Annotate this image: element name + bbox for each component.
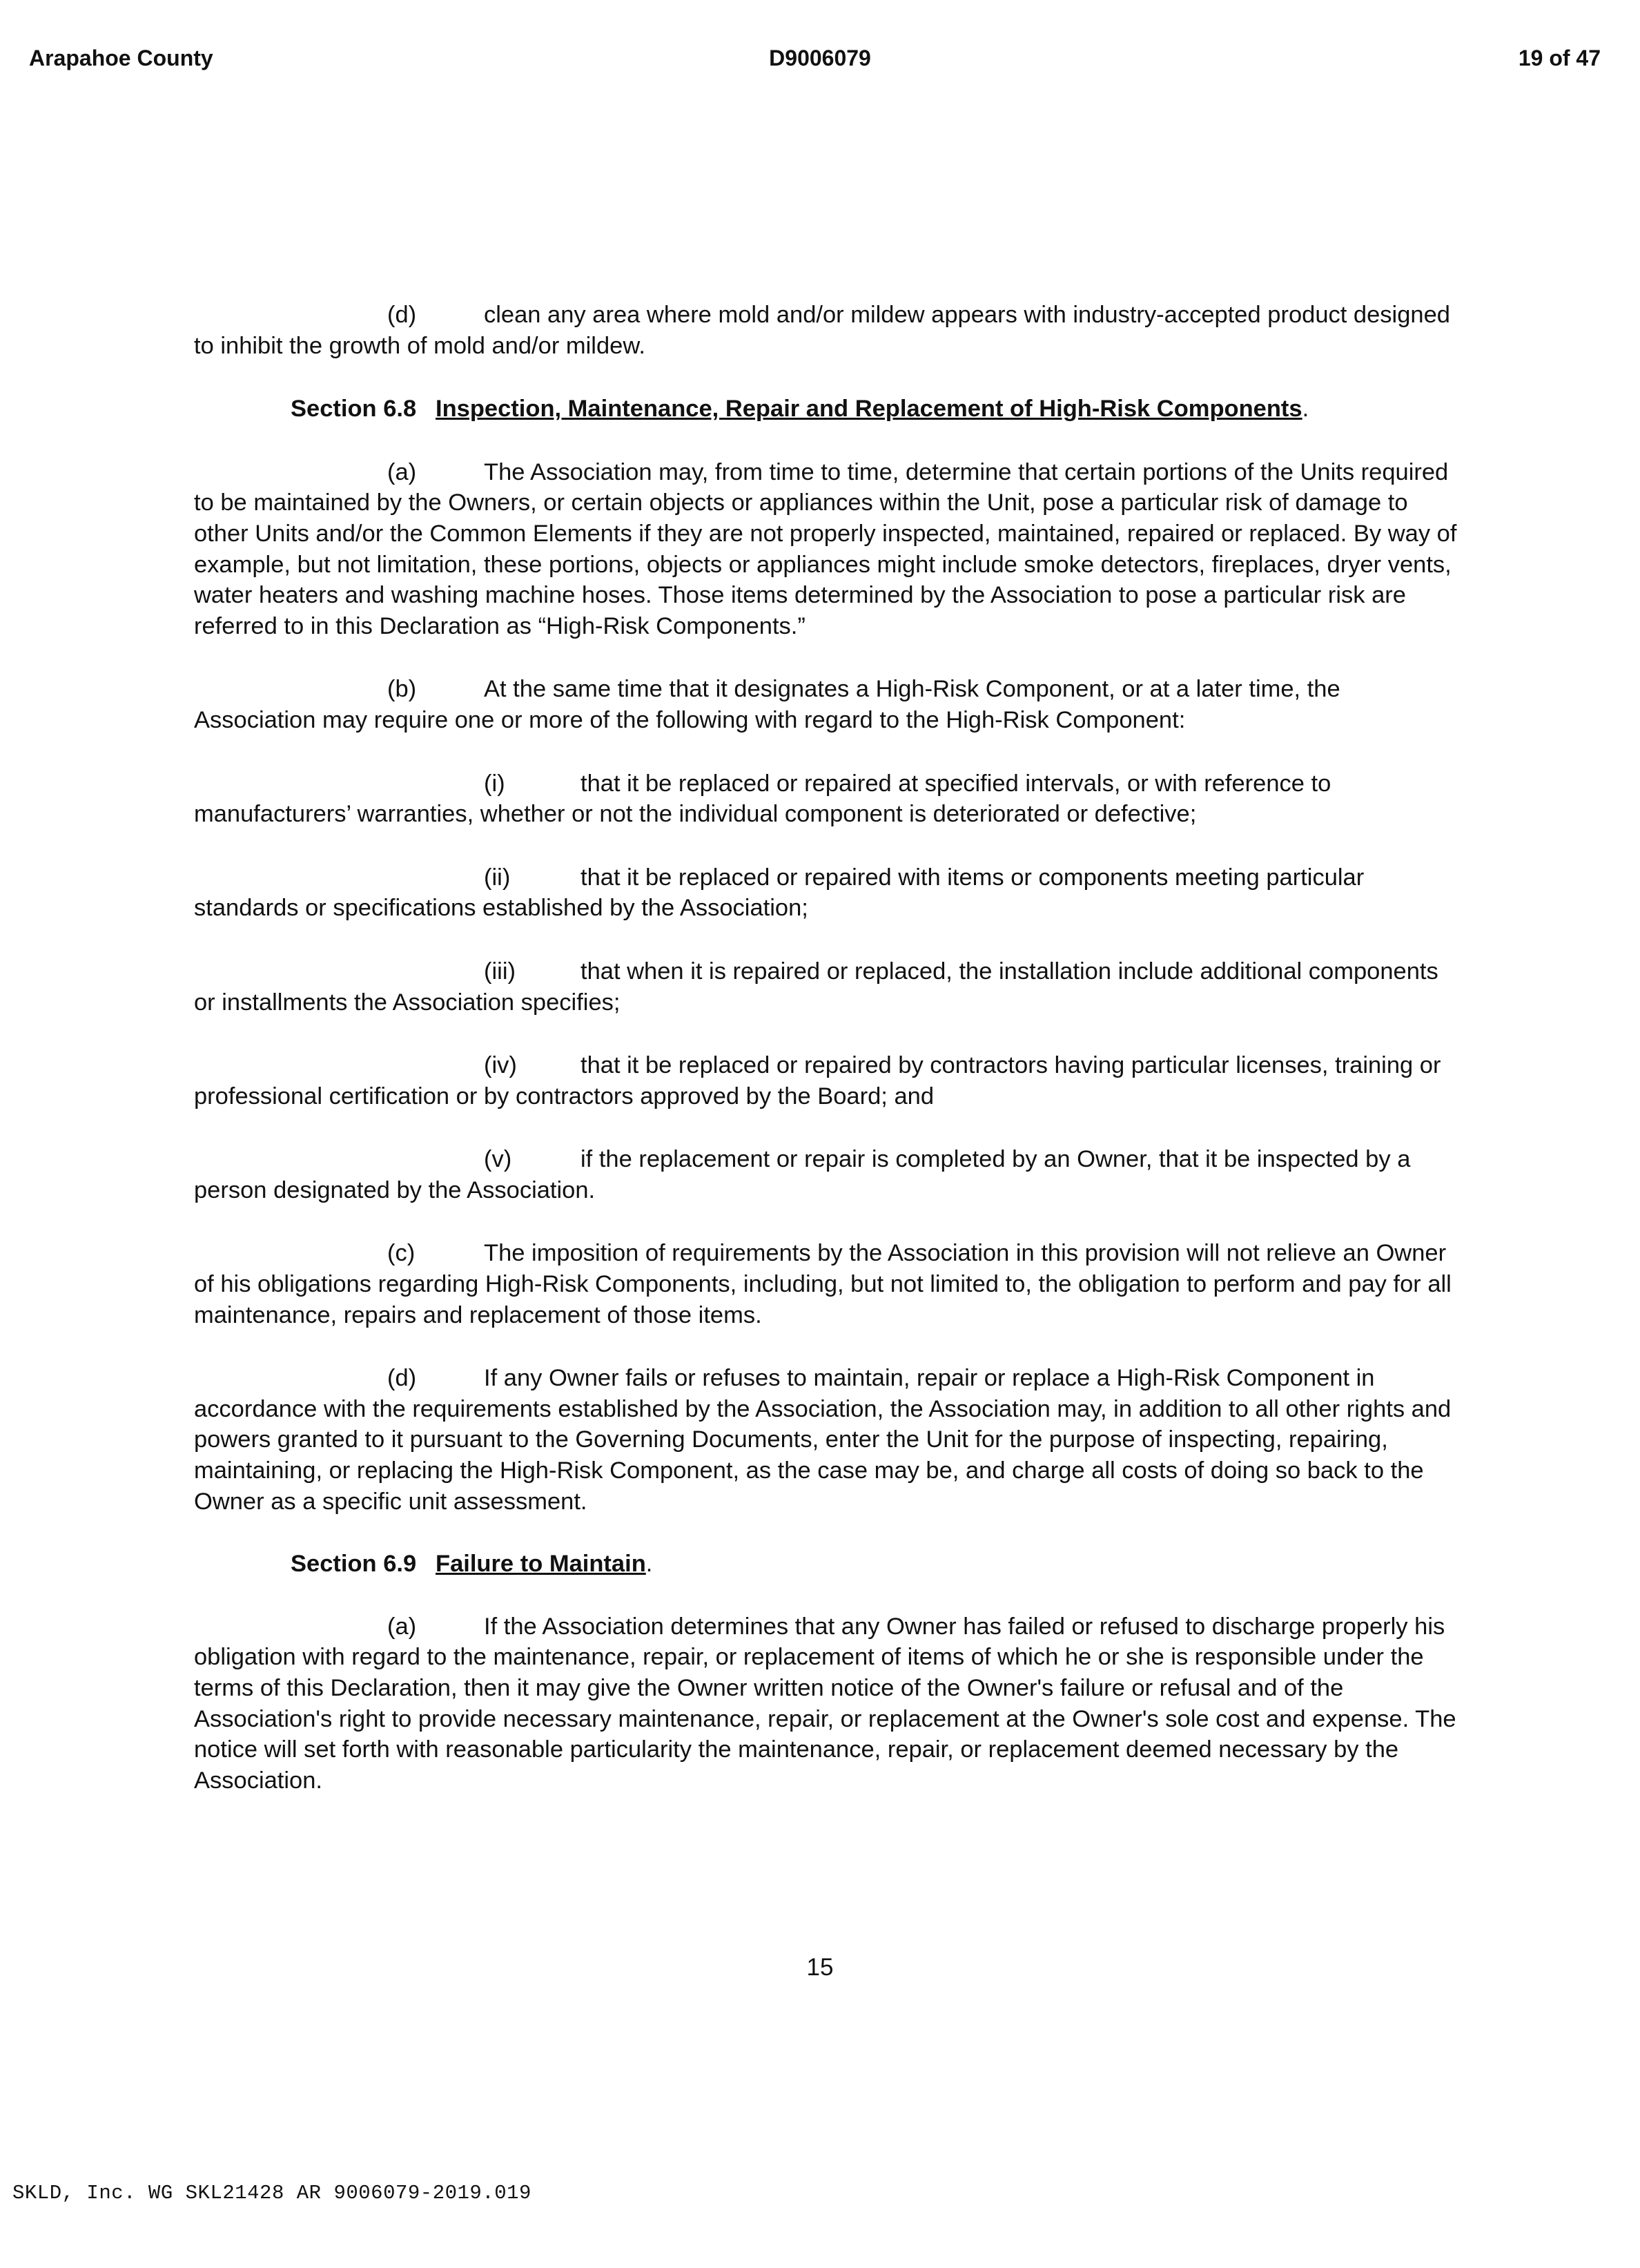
recording-footer: SKLD, Inc. WG SKL21428 AR 9006079-2019.019 (12, 2182, 531, 2204)
paragraph-6-8-c (194, 1238, 1464, 1330)
paragraph-text: The imposition of requirements by the Association in this provision will not relieve an Owner of his obligations regarding High-Risk Components, including, but not limited to, the obligation to perform and pay for all maintenance, repairs and replacement of those items. (194, 1240, 1452, 1328)
paragraph-label: (i) (484, 770, 505, 797)
paragraph-6-8-a (194, 457, 1464, 642)
paragraph-text: if the replacement or repair is completed by an Owner, that it be inspected by a person designated by the Association. (194, 1146, 1411, 1203)
paragraph-label: (v) (484, 1146, 512, 1173)
paragraph-label: (c) (387, 1240, 416, 1267)
document-body (194, 300, 1464, 1796)
paragraph-label: (d) (387, 1365, 417, 1392)
paragraph-label: (d) (387, 302, 417, 328)
paragraph-label: (a) (387, 1613, 417, 1640)
paragraph-6-8-b-iii (194, 956, 1464, 1018)
paragraph-label: (a) (387, 458, 417, 485)
section-6-9-heading (194, 1549, 1464, 1580)
section-title-end: . (1302, 396, 1309, 423)
header-county: Arapahoe County (29, 46, 213, 70)
section-title: Failure to Maintain (436, 1551, 646, 1578)
paragraph-6-8-b-ii (194, 862, 1464, 924)
paragraph-text: that it be replaced or repaired at specified intervals, or with reference to manufacturers’ warranties, whether or not the individual component is deteriorated or defective; (194, 770, 1331, 828)
paragraph-text: that when it is repaired or replaced, the installation include additional components or installments the Association specifies; (194, 958, 1438, 1016)
paragraph-text: At the same time that it designates a High-Risk Component, or at a later time, the Association may require one or more of the following with regard to the High-Risk Component: (194, 676, 1340, 733)
paragraph-6-8-b (194, 674, 1464, 735)
paragraph-d-mold (194, 300, 1464, 361)
header-page-count: 19 of 47 (1518, 46, 1601, 70)
page-number: 15 (806, 1954, 834, 1981)
paragraph-text: If any Owner fails or refuses to maintain, repair or replace a High-Risk Component in accordance with the requirements established by the Association, the Association may, in addition to all other rights and powers granted to it pursuant to the Governing Documents, enter the Unit for the purpose of inspecting, repairing, maintaining, or replacing the High-Risk Component, as the case may be, and charge all costs of doing so back to the Owner as a specific unit assessment. (194, 1365, 1452, 1515)
paragraph-6-8-d (194, 1363, 1464, 1517)
paragraph-text: clean any area where mold and/or mildew appears with industry-accepted product designed to inhibit the growth of mold and/or mildew. (194, 302, 1450, 359)
paragraph-6-9-a (194, 1611, 1464, 1796)
section-title: Inspection, Maintenance, Repair and Replacement of High-Risk Components (436, 396, 1302, 423)
paragraph-6-8-b-iv (194, 1050, 1464, 1112)
paragraph-6-8-b-i (194, 768, 1464, 830)
header-document-number: D9006079 (769, 46, 871, 70)
paragraph-6-8-b-v (194, 1144, 1464, 1205)
paragraph-text: that it be replaced or repaired by contractors having particular licenses, training or professional certification or by contractors approved by the Board; and (194, 1052, 1441, 1109)
paragraph-label: (ii) (484, 864, 511, 891)
section-number: Section 6.9 (291, 1551, 417, 1578)
section-6-8-heading (194, 394, 1464, 425)
paragraph-label: (iii) (484, 958, 516, 985)
paragraph-text: The Association may, from time to time, determine that certain portions of the Units required to be maintained by the Owners, or certain objects or appliances within the Unit, pose a particular risk of damage to other Units and/or the Common Elements if they are not properly inspected, maintained, repaired or replaced. By way of example, but not limitation, these portions, objects or appliances might include smoke detectors, fireplaces, dryer vents, water heaters and washing machine hoses. Those items determined by the Association to pose a particular risk are referred to in this Declaration as “High-Risk Components.” (194, 458, 1457, 639)
section-title-end: . (645, 1551, 653, 1578)
paragraph-text: If the Association determines that any Owner has failed or refused to discharge properly his obligation with regard to the maintenance, repair, or replacement of items of which he or she is responsible under the terms of this Declaration, then it may give the Owner written notice of the Owner's failure or refusal and of the Association's right to provide necessary maintenance, repair, or replacement at the Owner's sole cost and expense. The notice will set forth with reasonable particularity the maintenance, repair, or replacement deemed necessary by the Association. (194, 1613, 1456, 1794)
paragraph-label: (b) (387, 676, 417, 703)
section-number: Section 6.8 (291, 396, 417, 423)
paragraph-text: that it be replaced or repaired with items or components meeting particular standards or specifications established by the Association; (194, 864, 1365, 922)
paragraph-label: (iv) (484, 1052, 517, 1079)
